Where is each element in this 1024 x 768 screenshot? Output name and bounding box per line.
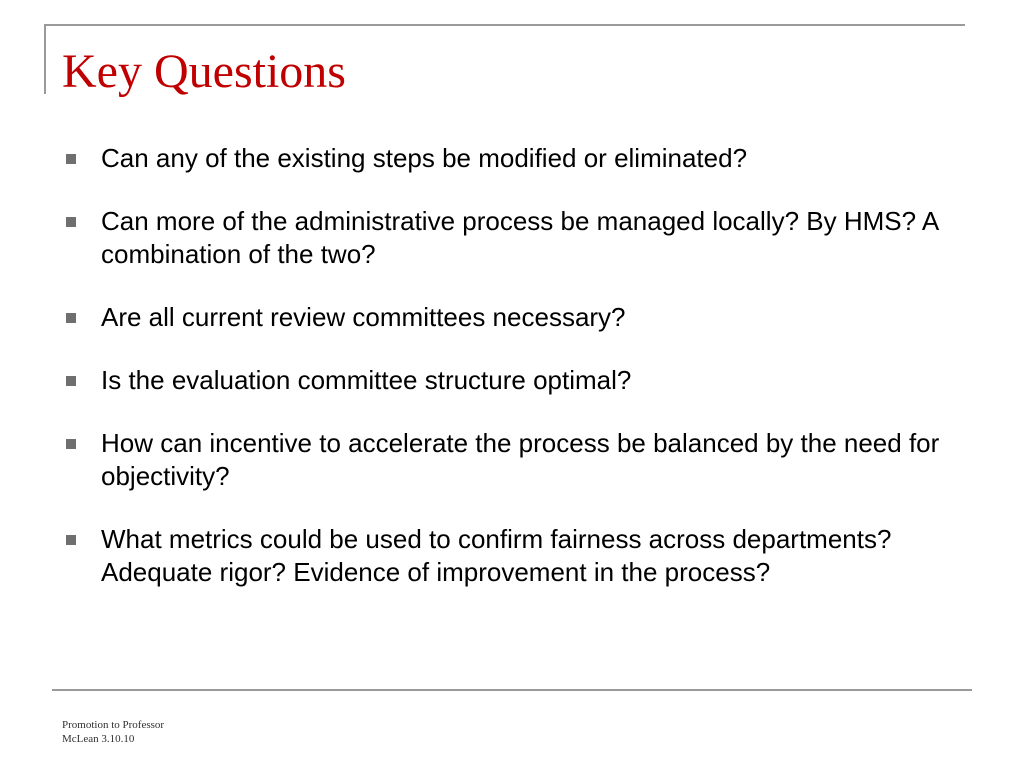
square-bullet-icon xyxy=(66,217,76,227)
bullet-list xyxy=(66,142,956,619)
bullet-item xyxy=(66,301,956,334)
bullet-item xyxy=(66,523,956,589)
bullet-text: Is the evaluation committee structure optimal? xyxy=(101,365,632,395)
bullet-item xyxy=(66,364,956,397)
square-bullet-icon xyxy=(66,535,76,545)
square-bullet-icon xyxy=(66,154,76,164)
bullet-item xyxy=(66,427,956,493)
bullet-text: What metrics could be used to confirm fairness across departments? Adequate rigor? Evidence of improvement in the process? xyxy=(101,524,892,587)
bullet-item xyxy=(66,142,956,175)
slide-title: Key Questions xyxy=(62,45,346,98)
square-bullet-icon xyxy=(66,376,76,386)
footer-title: Promotion to Professor xyxy=(62,719,165,731)
bullet-text: Are all current review committees necessary? xyxy=(101,302,626,332)
bullet-item xyxy=(66,205,956,271)
slide-footer xyxy=(62,718,164,746)
square-bullet-icon xyxy=(66,439,76,449)
footer-author-date: McLean 3.10.10 xyxy=(62,733,135,745)
bullet-text: How can incentive to accelerate the process be balanced by the need for objectivity? xyxy=(101,428,940,491)
bullet-text: Can any of the existing steps be modified or eliminated? xyxy=(101,143,748,173)
footer-divider xyxy=(52,689,972,691)
square-bullet-icon xyxy=(66,313,76,323)
bullet-text: Can more of the administrative process be managed locally? By HMS? A combination of the two? xyxy=(101,206,938,269)
frame-top-line xyxy=(44,24,965,26)
frame-left-line xyxy=(44,24,46,94)
